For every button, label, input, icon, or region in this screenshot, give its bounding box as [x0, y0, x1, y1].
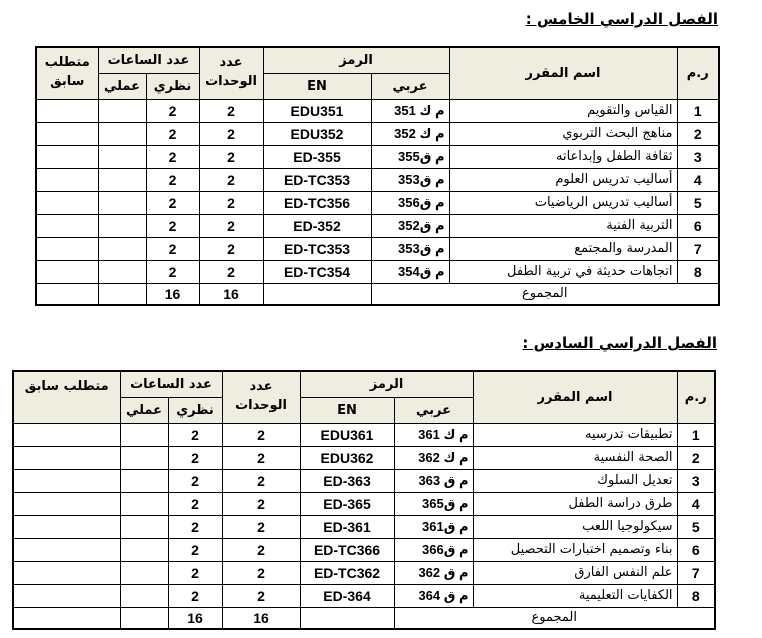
total-prerequisite-cell [36, 283, 98, 305]
course-name-cell: اتجاهات حديثة في تربية الطفل [449, 260, 677, 283]
course-name-cell: أساليب تدريس الرياضيات [449, 191, 677, 214]
code-en-cell: ED-365 [300, 492, 394, 515]
units-cell: 2 [199, 191, 263, 214]
prerequisite-cell [36, 191, 98, 214]
header-prerequisite [13, 371, 120, 423]
practical-hours-cell [120, 515, 168, 538]
theory-hours-cell: 2 [168, 469, 222, 492]
practical-hours-cell [98, 145, 146, 168]
course-name-cell: سيكولوجيا اللعب [473, 515, 677, 538]
header-code-group: الرمز [263, 47, 449, 73]
code-arabic-cell: م ك 361 [394, 423, 473, 446]
total-units-cell: 16 [222, 607, 300, 629]
code-arabic-cell: م ق352 [371, 214, 449, 237]
theory-hours-cell: 2 [146, 122, 199, 145]
practical-hours-cell [98, 122, 146, 145]
code-en-cell: ED-TC353 [263, 237, 371, 260]
row-number-cell: 2 [677, 446, 715, 469]
total-label-cell: المجموع [394, 607, 715, 629]
row-number-cell: 4 [677, 168, 719, 191]
header-course-name: اسم المقرر [449, 47, 677, 99]
header-practical-hours: عملي [120, 397, 168, 423]
theory-hours-cell: 2 [168, 423, 222, 446]
header-hours-group: عدد الساعات [98, 47, 199, 73]
row-number-cell: 3 [677, 469, 715, 492]
code-en-cell: ED-364 [300, 584, 394, 607]
header-row-number: ر.م [677, 371, 715, 423]
total-code-en-cell [300, 607, 394, 629]
row-number-cell: 4 [677, 492, 715, 515]
theory-hours-cell: 2 [146, 99, 199, 122]
course-name-cell: ثقافة الطفل وإبداعاته [449, 145, 677, 168]
code-arabic-cell: م ق 362 [394, 561, 473, 584]
row-number-cell: 3 [677, 145, 719, 168]
row-number-cell: 1 [677, 423, 715, 446]
header-theory-hours: نظري [146, 73, 199, 99]
row-number-cell: 7 [677, 237, 719, 260]
units-cell: 2 [222, 469, 300, 492]
code-en-cell: EDU361 [300, 423, 394, 446]
table-row [36, 99, 719, 122]
prerequisite-cell [36, 214, 98, 237]
course-name-cell: بناء وتصميم اختبارات التحصيل [473, 538, 677, 561]
total-practical-cell [98, 283, 146, 305]
total-practical-cell [120, 607, 168, 629]
course-name-cell: المدرسة والمجتمع [449, 237, 677, 260]
practical-hours-cell [98, 168, 146, 191]
code-en-cell: ED-TC366 [300, 538, 394, 561]
table-header [36, 47, 719, 99]
header-code-arabic: عربي [394, 397, 473, 423]
row-number-cell: 6 [677, 214, 719, 237]
row-number-cell: 5 [677, 191, 719, 214]
course-name-cell: تطبيقات تدرسيه [473, 423, 677, 446]
code-en-cell: ED-355 [263, 145, 371, 168]
header-course-name: اسم المقرر [473, 371, 677, 423]
table-row [36, 168, 719, 191]
units-cell: 2 [199, 122, 263, 145]
header-prereq-line2: سابق [50, 74, 85, 90]
units-cell: 2 [222, 446, 300, 469]
header-hours-group: عدد الساعات [120, 371, 222, 397]
units-cell: 2 [222, 538, 300, 561]
practical-hours-cell [120, 561, 168, 584]
header-prereq-line2 [18, 397, 116, 416]
header-prereq-line1: متطلب سابق [24, 379, 109, 395]
total-row [36, 283, 719, 305]
total-row [13, 607, 715, 629]
prerequisite-cell [13, 515, 120, 538]
total-theory-cell: 16 [168, 607, 222, 629]
total-prerequisite-cell [13, 607, 120, 629]
code-en-cell: ED-TC362 [300, 561, 394, 584]
table-row [13, 584, 715, 607]
table-row [13, 492, 715, 515]
table-row [13, 538, 715, 561]
theory-hours-cell: 2 [146, 237, 199, 260]
code-arabic-cell: م ق361 [394, 515, 473, 538]
code-en-cell: ED-363 [300, 469, 394, 492]
course-name-cell: طرق دراسة الطفل [473, 492, 677, 515]
course-name-cell: التربية الفنية [449, 214, 677, 237]
practical-hours-cell [98, 237, 146, 260]
header-units-line1: عدد [249, 379, 273, 395]
total-units-cell: 16 [199, 283, 263, 305]
row-number-cell: 2 [677, 122, 719, 145]
units-cell: 2 [222, 492, 300, 515]
course-name-cell: مناهج البحث التربوي [449, 122, 677, 145]
units-cell: 2 [199, 260, 263, 283]
practical-hours-cell [98, 260, 146, 283]
code-arabic-cell: م ق365 [394, 492, 473, 515]
code-arabic-cell: م ق 364 [394, 584, 473, 607]
units-cell: 2 [222, 423, 300, 446]
prerequisite-cell [13, 561, 120, 584]
header-code-arabic: عربي [371, 73, 449, 99]
total-label-cell: المجموع [371, 283, 719, 305]
header-units-line2: الوحدات [235, 398, 287, 414]
prerequisite-cell [36, 168, 98, 191]
table-row [36, 214, 719, 237]
code-en-cell: ED-TC354 [263, 260, 371, 283]
course-name-cell: علم النفس الفارق [473, 561, 677, 584]
theory-hours-cell: 2 [168, 538, 222, 561]
theory-hours-cell: 2 [168, 584, 222, 607]
practical-hours-cell [120, 538, 168, 561]
prerequisite-cell [36, 260, 98, 283]
units-cell: 2 [199, 237, 263, 260]
units-cell: 2 [222, 561, 300, 584]
practical-hours-cell [120, 423, 168, 446]
code-arabic-cell: م ك 351 [371, 99, 449, 122]
table-header [13, 371, 715, 423]
units-cell: 2 [199, 168, 263, 191]
total-theory-cell: 16 [146, 283, 199, 305]
code-arabic-cell: م ك 352 [371, 122, 449, 145]
total-code-en-cell [263, 283, 371, 305]
theory-hours-cell: 2 [146, 145, 199, 168]
course-name-cell: أساليب تدريس العلوم [449, 168, 677, 191]
table-row [13, 469, 715, 492]
table-row [13, 423, 715, 446]
code-en-cell: ED-352 [263, 214, 371, 237]
header-prerequisite [36, 47, 98, 99]
table-row [36, 237, 719, 260]
theory-hours-cell: 2 [168, 561, 222, 584]
table-row [13, 515, 715, 538]
header-units-line2: الوحدات [205, 74, 257, 90]
practical-hours-cell [98, 191, 146, 214]
semester-5-table [35, 46, 720, 306]
header-code-en: EN [263, 73, 371, 99]
theory-hours-cell: 2 [146, 168, 199, 191]
table-row [36, 122, 719, 145]
code-arabic-cell: م ق355 [371, 145, 449, 168]
header-units [199, 47, 263, 99]
theory-hours-cell: 2 [168, 446, 222, 469]
code-arabic-cell: م ق353 [371, 168, 449, 191]
prerequisite-cell [36, 99, 98, 122]
prerequisite-cell [13, 584, 120, 607]
units-cell: 2 [222, 584, 300, 607]
code-arabic-cell: م ق354 [371, 260, 449, 283]
code-arabic-cell: م ق366 [394, 538, 473, 561]
section-title-semester-5: الفصل الدراسي الخامس : [525, 10, 718, 28]
table-row [36, 260, 719, 283]
practical-hours-cell [120, 584, 168, 607]
row-number-cell: 5 [677, 515, 715, 538]
table-row [13, 446, 715, 469]
code-arabic-cell: م ق353 [371, 237, 449, 260]
prerequisite-cell [13, 538, 120, 561]
header-practical-hours: عملي [98, 73, 146, 99]
table-row [36, 145, 719, 168]
practical-hours-cell [98, 214, 146, 237]
code-en-cell: EDU362 [300, 446, 394, 469]
units-cell: 2 [199, 145, 263, 168]
theory-hours-cell: 2 [168, 515, 222, 538]
header-units [222, 371, 300, 423]
practical-hours-cell [120, 492, 168, 515]
row-number-cell: 8 [677, 584, 715, 607]
table-row [13, 561, 715, 584]
code-en-cell: ED-TC356 [263, 191, 371, 214]
theory-hours-cell: 2 [146, 214, 199, 237]
theory-hours-cell: 2 [146, 260, 199, 283]
prerequisite-cell [13, 469, 120, 492]
code-arabic-cell: م ق356 [371, 191, 449, 214]
header-theory-hours: نظري [168, 397, 222, 423]
code-en-cell: EDU352 [263, 122, 371, 145]
theory-hours-cell: 2 [168, 492, 222, 515]
prerequisite-cell [36, 145, 98, 168]
units-cell: 2 [199, 99, 263, 122]
prerequisite-cell [13, 492, 120, 515]
code-en-cell: ED-TC353 [263, 168, 371, 191]
practical-hours-cell [98, 99, 146, 122]
header-row-number: ر.م [677, 47, 719, 99]
row-number-cell: 8 [677, 260, 719, 283]
code-arabic-cell: م ق 363 [394, 469, 473, 492]
code-en-cell: EDU351 [263, 99, 371, 122]
course-name-cell: القياس والتقويم [449, 99, 677, 122]
header-units-line1: عدد [219, 55, 243, 71]
prerequisite-cell [13, 423, 120, 446]
course-name-cell: الصحة النفسية [473, 446, 677, 469]
practical-hours-cell [120, 446, 168, 469]
prerequisite-cell [36, 237, 98, 260]
header-prereq-line1: متطلب [44, 55, 90, 71]
row-number-cell: 7 [677, 561, 715, 584]
course-name-cell: الكفايات التعليمية [473, 584, 677, 607]
row-number-cell: 1 [677, 99, 719, 122]
code-en-cell: ED-361 [300, 515, 394, 538]
course-name-cell: تعديل السلوك [473, 469, 677, 492]
section-title-semester-6: الفصل الدراسي السادس : [522, 334, 717, 352]
theory-hours-cell: 2 [146, 191, 199, 214]
prerequisite-cell [36, 122, 98, 145]
units-cell: 2 [199, 214, 263, 237]
practical-hours-cell [120, 469, 168, 492]
units-cell: 2 [222, 515, 300, 538]
table-row [36, 191, 719, 214]
code-arabic-cell: م ك 362 [394, 446, 473, 469]
semester-6-table [12, 370, 716, 630]
prerequisite-cell [13, 446, 120, 469]
header-code-group: الرمز [300, 371, 473, 397]
row-number-cell: 6 [677, 538, 715, 561]
header-code-en: EN [300, 397, 394, 423]
